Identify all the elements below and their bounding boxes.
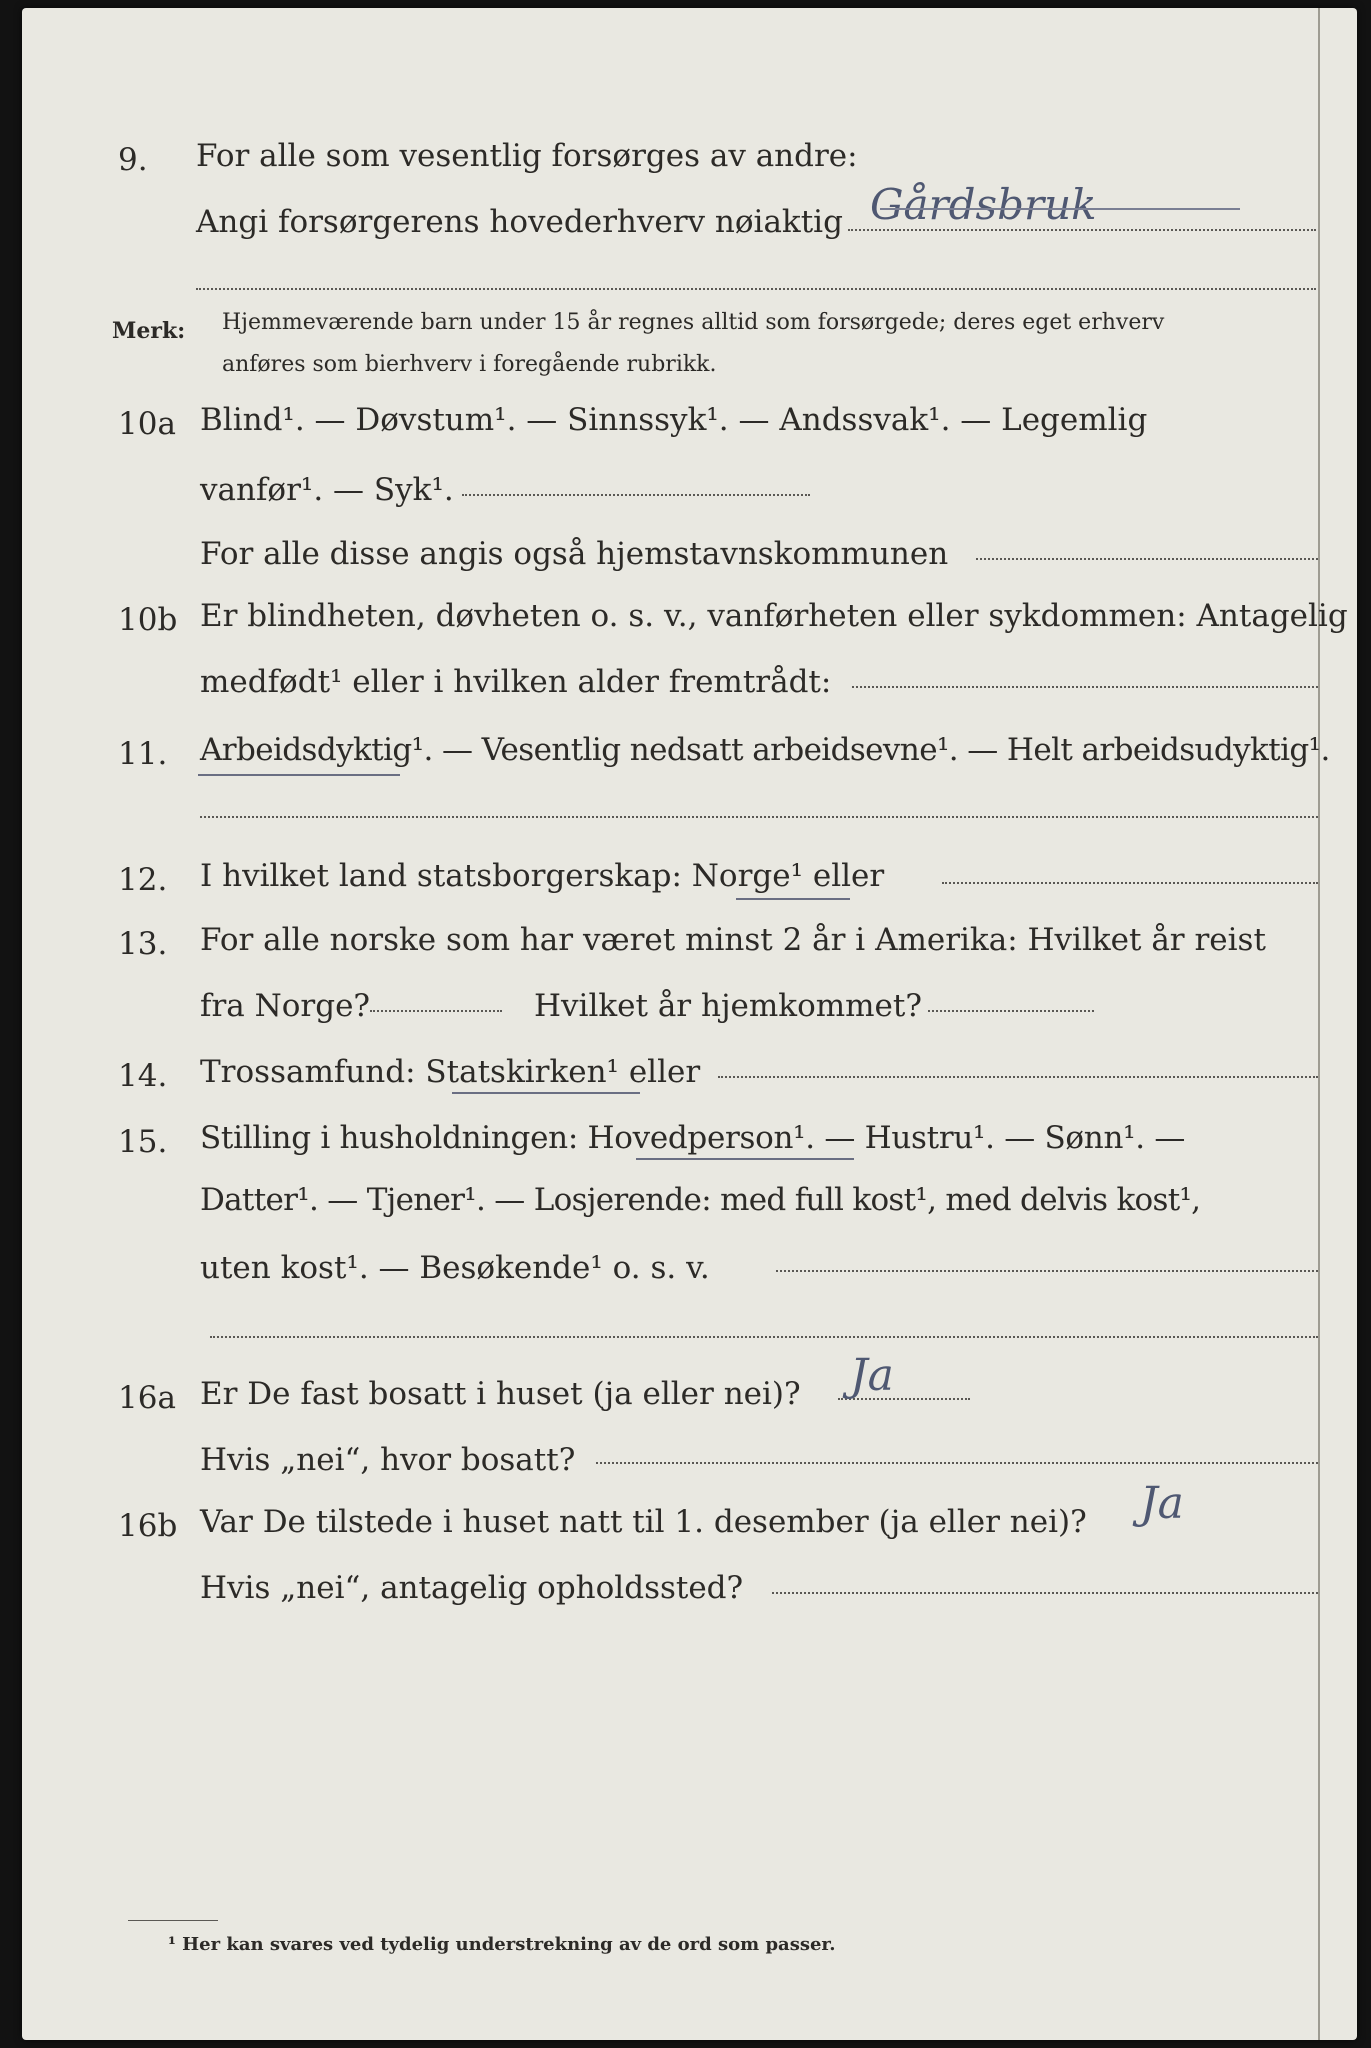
q15-text-line1: Stilling i husholdningen: Hovedperson¹. — Hustru¹. — Sønn¹. — bbox=[200, 1120, 1186, 1156]
q14-number: 14. bbox=[118, 1058, 168, 1094]
q16a-text-line2: Hvis „nei“, hvor bosatt? bbox=[200, 1442, 576, 1478]
q11-extra-line bbox=[200, 816, 1318, 818]
q11-underline-arbeidsdyktig bbox=[198, 774, 400, 776]
merk-label: Merk: bbox=[112, 318, 186, 344]
q9-text-line1: For alle som vesentlig forsørges av andre: bbox=[196, 138, 858, 174]
q10b-answer-line bbox=[852, 686, 1318, 688]
q15-number: 15. bbox=[118, 1124, 168, 1160]
q16b-text-line2: Hvis „nei“, antagelig opholdssted? bbox=[200, 1570, 744, 1606]
q12-number: 12. bbox=[118, 862, 168, 898]
q13-year-left-line bbox=[370, 1010, 502, 1012]
q16b-location-line bbox=[772, 1592, 1318, 1594]
q10a-text-line3: For alle disse angis også hjemstavnskommunen bbox=[200, 536, 949, 572]
q12-answer-line bbox=[942, 882, 1318, 884]
q13-text-line2a: fra Norge? bbox=[200, 988, 371, 1024]
merk-text-line1: Hjemmeværende barn under 15 år regnes alltid som forsørgede; deres eget erhverv bbox=[222, 310, 1165, 335]
q16a-handwritten-answer: Ja bbox=[850, 1350, 894, 1401]
q10b-text-line1: Er blindheten, døvheten o. s. v., vanførheten eller sykdommen: Antagelig bbox=[200, 598, 1348, 634]
merk-text-line2: anføres som bierhverv i foregående rubrikk. bbox=[222, 352, 717, 377]
q10b-text-line2: medfødt¹ eller i hvilken alder fremtrådt: bbox=[200, 664, 832, 700]
q10a-answer-line bbox=[462, 494, 810, 496]
q14-text-line1: Trossamfund: Statskirken¹ eller bbox=[200, 1054, 701, 1090]
q16a-text-line1: Er De fast bosatt i huset (ja eller nei)? bbox=[200, 1376, 801, 1412]
q13-text-line2b: Hvilket år hjemkommet? bbox=[534, 988, 922, 1024]
q16b-handwritten-answer: Ja bbox=[1140, 1478, 1184, 1529]
q9-handwritten-answer: Gårdsbruk bbox=[870, 180, 1097, 229]
q15-text-line3: uten kost¹. — Besøkende¹ o. s. v. bbox=[200, 1250, 710, 1286]
q9-strikethrough bbox=[880, 208, 1240, 210]
q13-number: 13. bbox=[118, 926, 168, 962]
q13-year-returned-line bbox=[928, 1010, 1094, 1012]
q10a-number: 10a bbox=[118, 406, 176, 442]
q13-text-line1: For alle norske som har været minst 2 år i Amerika: Hvilket år reist bbox=[200, 922, 1266, 958]
q11-number: 11. bbox=[118, 736, 168, 772]
q12-underline-norge bbox=[736, 898, 850, 900]
q15-text-line2: Datter¹. — Tjener¹. — Losjerende: med full kost¹, med delvis kost¹, bbox=[200, 1182, 1201, 1218]
q14-underline-statskirken bbox=[452, 1092, 640, 1094]
footnote-rule bbox=[128, 1920, 218, 1921]
q9-text-line2: Angi forsørgerens hovederhverv nøiaktig bbox=[196, 204, 843, 240]
q9-number: 9. bbox=[118, 142, 148, 178]
page-fold-line bbox=[1318, 8, 1320, 2040]
q16a-number: 16a bbox=[118, 1380, 176, 1416]
q11-text-line1: Arbeidsdyktig¹. — Vesentlig nedsatt arbeidsevne¹. — Helt arbeidsudyktig¹. bbox=[200, 732, 1330, 768]
q12-text-line1: I hvilket land statsborgerskap: Norge¹ eller bbox=[200, 858, 885, 894]
q16a-where-line bbox=[596, 1462, 1318, 1464]
q15-underline-hovedperson bbox=[636, 1158, 854, 1160]
q15-answer-line bbox=[776, 1270, 1318, 1272]
q16b-number: 16b bbox=[118, 1508, 178, 1544]
q16b-text-line1: Var De tilstede i huset natt til 1. desember (ja eller nei)? bbox=[200, 1504, 1087, 1540]
footnote-text: ¹ Her kan svares ved tydelig understrekning av de ord som passer. bbox=[168, 1934, 836, 1955]
q9-answer-line bbox=[848, 229, 1316, 231]
q10a-hometown-line bbox=[976, 558, 1318, 560]
q14-answer-line bbox=[718, 1076, 1318, 1078]
q10a-text-line1: Blind¹. — Døvstum¹. — Sinnssyk¹. — Andssvak¹. — Legemlig bbox=[200, 402, 1148, 438]
q15-extra-line bbox=[210, 1336, 1318, 1338]
q9-extra-line bbox=[196, 288, 1316, 290]
q10b-number: 10b bbox=[118, 602, 178, 638]
q10a-text-line2: vanfør¹. — Syk¹. bbox=[200, 472, 454, 508]
